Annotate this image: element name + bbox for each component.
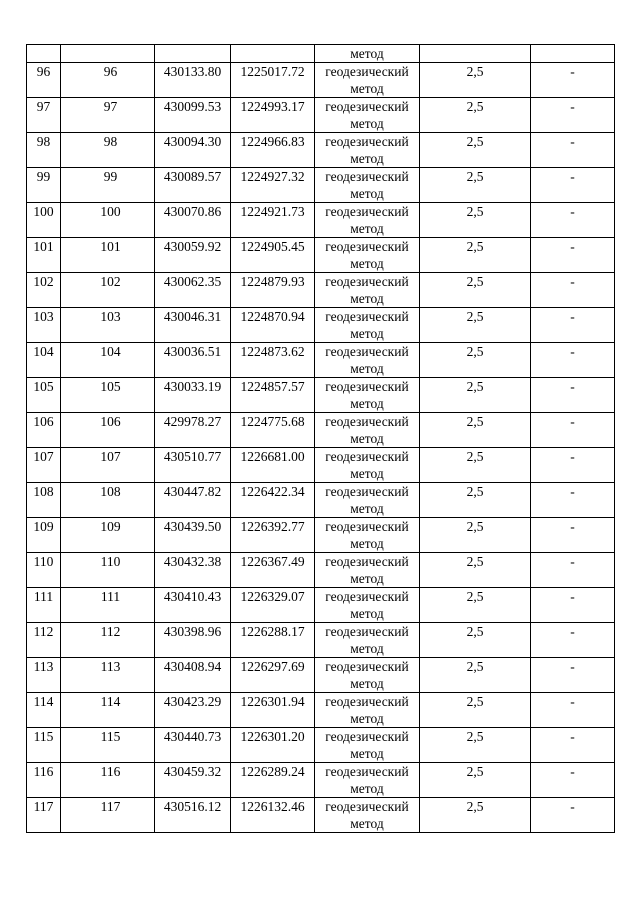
cell-number: 98	[27, 133, 61, 168]
cell-note: -	[531, 63, 615, 98]
cell-number: 104	[27, 343, 61, 378]
cell-x: 430410.43	[155, 588, 231, 623]
cell-point: 101	[61, 238, 155, 273]
cell-method: геодезический метод	[315, 203, 420, 238]
cell-y: 1224921.73	[231, 203, 315, 238]
cell-note: -	[531, 763, 615, 798]
cell-note: -	[531, 238, 615, 273]
coordinates-table	[26, 44, 615, 833]
cell-point: 109	[61, 518, 155, 553]
cell-y: 1226289.24	[231, 763, 315, 798]
table-row	[27, 203, 615, 238]
cell-point: 112	[61, 623, 155, 658]
cell-note: -	[531, 203, 615, 238]
cell-accuracy: 2,5	[420, 623, 531, 658]
cell-point: 111	[61, 588, 155, 623]
cell-x: 430440.73	[155, 728, 231, 763]
cell-accuracy: 2,5	[420, 658, 531, 693]
cell-number: 116	[27, 763, 61, 798]
cell-note: -	[531, 343, 615, 378]
cell-number: 99	[27, 168, 61, 203]
cell-accuracy: 2,5	[420, 553, 531, 588]
table-row	[27, 658, 615, 693]
cell-point: 100	[61, 203, 155, 238]
cell-accuracy: 2,5	[420, 168, 531, 203]
cell-point: 103	[61, 308, 155, 343]
cell-method: геодезический метод	[315, 728, 420, 763]
cell-method: геодезический метод	[315, 483, 420, 518]
table-row	[27, 308, 615, 343]
cell-x: 430516.12	[155, 798, 231, 833]
cell-method: геодезический метод	[315, 273, 420, 308]
cell-accuracy: 2,5	[420, 518, 531, 553]
cell-method: геодезический метод	[315, 63, 420, 98]
cell-y: 1224905.45	[231, 238, 315, 273]
cell-y: 1224966.83	[231, 133, 315, 168]
table-row	[27, 238, 615, 273]
cell-point: 117	[61, 798, 155, 833]
continued-row	[27, 45, 615, 63]
cell-x: 430447.82	[155, 483, 231, 518]
cell-number: 106	[27, 413, 61, 448]
cell-number: 113	[27, 658, 61, 693]
cell-accuracy: 2,5	[420, 763, 531, 798]
cell-accuracy: 2,5	[420, 448, 531, 483]
cell-y: 1226329.07	[231, 588, 315, 623]
table-row	[27, 693, 615, 728]
cell-point: 97	[61, 98, 155, 133]
cell-point: 113	[61, 658, 155, 693]
cell-point: 105	[61, 378, 155, 413]
cell-x: 430089.57	[155, 168, 231, 203]
cell-point: 96	[61, 63, 155, 98]
table-row	[27, 273, 615, 308]
cell-note: -	[531, 553, 615, 588]
cell-accuracy: 2,5	[420, 343, 531, 378]
cell-point	[61, 45, 155, 63]
cell-method: геодезический метод	[315, 658, 420, 693]
cell-number: 109	[27, 518, 61, 553]
cell-x: 430070.86	[155, 203, 231, 238]
cell-number: 103	[27, 308, 61, 343]
cell-x: 430398.96	[155, 623, 231, 658]
cell-y: 1226367.49	[231, 553, 315, 588]
cell-method: геодезический метод	[315, 518, 420, 553]
table-row	[27, 518, 615, 553]
cell-point: 108	[61, 483, 155, 518]
cell-method: геодезический метод	[315, 98, 420, 133]
cell-method: геодезический метод	[315, 133, 420, 168]
cell-point: 116	[61, 763, 155, 798]
cell-method: геодезический метод	[315, 413, 420, 448]
cell-point: 98	[61, 133, 155, 168]
cell-method: геодезический метод	[315, 238, 420, 273]
cell-accuracy: 2,5	[420, 133, 531, 168]
cell-accuracy: 2,5	[420, 693, 531, 728]
cell-y: 1226392.77	[231, 518, 315, 553]
table-body	[27, 45, 615, 833]
cell-x: 430062.35	[155, 273, 231, 308]
cell-number: 105	[27, 378, 61, 413]
cell-note: -	[531, 623, 615, 658]
cell-method: метод	[315, 45, 420, 63]
cell-y: 1224857.57	[231, 378, 315, 413]
cell-point: 110	[61, 553, 155, 588]
cell-accuracy: 2,5	[420, 378, 531, 413]
cell-method: геодезический метод	[315, 343, 420, 378]
cell-note: -	[531, 413, 615, 448]
cell-number: 97	[27, 98, 61, 133]
cell-accuracy: 2,5	[420, 588, 531, 623]
cell-y	[231, 45, 315, 63]
cell-point: 106	[61, 413, 155, 448]
cell-y: 1224873.62	[231, 343, 315, 378]
cell-x: 429978.27	[155, 413, 231, 448]
cell-number: 108	[27, 483, 61, 518]
cell-accuracy: 2,5	[420, 483, 531, 518]
cell-x: 430036.51	[155, 343, 231, 378]
cell-x: 430059.92	[155, 238, 231, 273]
cell-method: геодезический метод	[315, 378, 420, 413]
cell-point: 114	[61, 693, 155, 728]
cell-method: геодезический метод	[315, 448, 420, 483]
cell-y: 1224879.93	[231, 273, 315, 308]
cell-x: 430046.31	[155, 308, 231, 343]
cell-note: -	[531, 588, 615, 623]
cell-note: -	[531, 518, 615, 553]
cell-accuracy: 2,5	[420, 798, 531, 833]
cell-method: геодезический метод	[315, 308, 420, 343]
cell-y: 1226681.00	[231, 448, 315, 483]
cell-note: -	[531, 483, 615, 518]
cell-note: -	[531, 658, 615, 693]
cell-x: 430099.53	[155, 98, 231, 133]
cell-number: 114	[27, 693, 61, 728]
cell-number: 101	[27, 238, 61, 273]
cell-x: 430439.50	[155, 518, 231, 553]
cell-note: -	[531, 168, 615, 203]
cell-method: геодезический метод	[315, 693, 420, 728]
cell-number	[27, 45, 61, 63]
cell-method: геодезический метод	[315, 623, 420, 658]
cell-x: 430432.38	[155, 553, 231, 588]
cell-x: 430094.30	[155, 133, 231, 168]
cell-note: -	[531, 798, 615, 833]
cell-note: -	[531, 98, 615, 133]
table-row	[27, 378, 615, 413]
cell-number: 107	[27, 448, 61, 483]
cell-x	[155, 45, 231, 63]
table-row	[27, 133, 615, 168]
table-row	[27, 553, 615, 588]
table-row	[27, 728, 615, 763]
cell-x: 430408.94	[155, 658, 231, 693]
cell-point: 115	[61, 728, 155, 763]
cell-y: 1224993.17	[231, 98, 315, 133]
table-row	[27, 483, 615, 518]
table-row	[27, 588, 615, 623]
cell-x: 430033.19	[155, 378, 231, 413]
table-row	[27, 98, 615, 133]
cell-number: 112	[27, 623, 61, 658]
table-row	[27, 763, 615, 798]
cell-method: геодезический метод	[315, 798, 420, 833]
table-row	[27, 413, 615, 448]
table-row	[27, 168, 615, 203]
cell-number: 111	[27, 588, 61, 623]
cell-accuracy: 2,5	[420, 413, 531, 448]
cell-y: 1225017.72	[231, 63, 315, 98]
table-row	[27, 798, 615, 833]
cell-note: -	[531, 308, 615, 343]
cell-point: 102	[61, 273, 155, 308]
cell-accuracy	[420, 45, 531, 63]
table-row	[27, 343, 615, 378]
cell-method: геодезический метод	[315, 763, 420, 798]
cell-number: 117	[27, 798, 61, 833]
cell-y: 1226422.34	[231, 483, 315, 518]
cell-y: 1224927.32	[231, 168, 315, 203]
cell-y: 1224870.94	[231, 308, 315, 343]
cell-accuracy: 2,5	[420, 728, 531, 763]
cell-number: 96	[27, 63, 61, 98]
cell-y: 1226297.69	[231, 658, 315, 693]
cell-x: 430423.29	[155, 693, 231, 728]
cell-point: 104	[61, 343, 155, 378]
cell-x: 430510.77	[155, 448, 231, 483]
cell-x: 430133.80	[155, 63, 231, 98]
cell-accuracy: 2,5	[420, 238, 531, 273]
cell-note	[531, 45, 615, 63]
cell-accuracy: 2,5	[420, 203, 531, 238]
cell-note: -	[531, 448, 615, 483]
cell-method: геодезический метод	[315, 588, 420, 623]
cell-note: -	[531, 728, 615, 763]
table-row	[27, 448, 615, 483]
cell-note: -	[531, 378, 615, 413]
cell-note: -	[531, 693, 615, 728]
cell-note: -	[531, 133, 615, 168]
cell-accuracy: 2,5	[420, 273, 531, 308]
cell-method: геодезический метод	[315, 553, 420, 588]
cell-point: 107	[61, 448, 155, 483]
cell-number: 102	[27, 273, 61, 308]
table-row	[27, 63, 615, 98]
cell-point: 99	[61, 168, 155, 203]
cell-number: 100	[27, 203, 61, 238]
cell-y: 1226301.94	[231, 693, 315, 728]
cell-accuracy: 2,5	[420, 308, 531, 343]
cell-number: 115	[27, 728, 61, 763]
cell-accuracy: 2,5	[420, 98, 531, 133]
cell-method: геодезический метод	[315, 168, 420, 203]
cell-number: 110	[27, 553, 61, 588]
cell-accuracy: 2,5	[420, 63, 531, 98]
cell-note: -	[531, 273, 615, 308]
cell-x: 430459.32	[155, 763, 231, 798]
table-row	[27, 623, 615, 658]
cell-y: 1226132.46	[231, 798, 315, 833]
cell-y: 1224775.68	[231, 413, 315, 448]
cell-y: 1226301.20	[231, 728, 315, 763]
cell-y: 1226288.17	[231, 623, 315, 658]
